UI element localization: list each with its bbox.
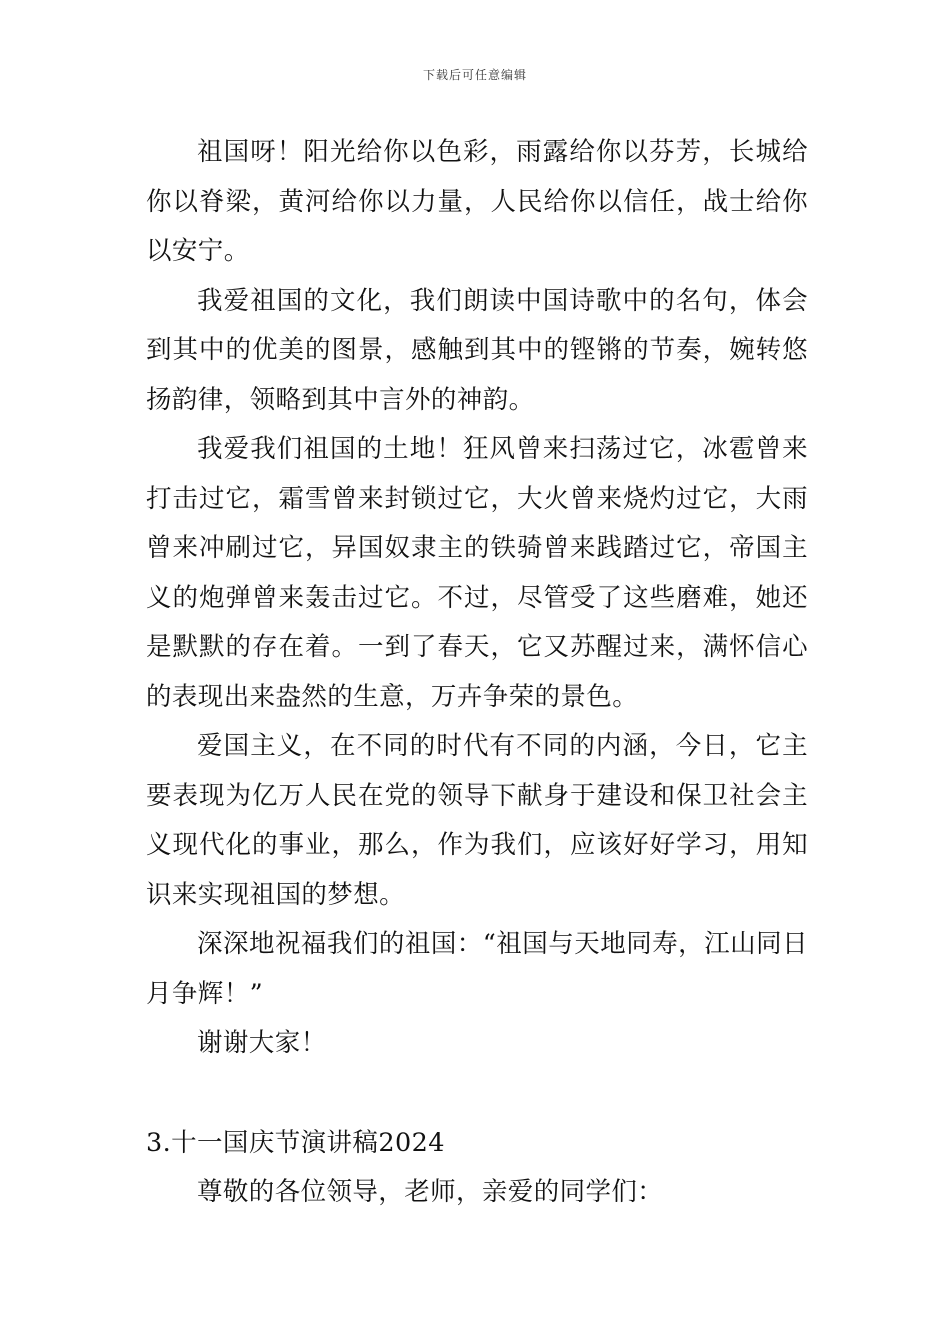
- section-greeting: 尊敬的各位领导，老师，亲爱的同学们：: [197, 1177, 664, 1207]
- section-heading: 3.十一国庆节演讲稿2024: [146, 1127, 445, 1158]
- paragraph-patriotism: 爱国主义，在不同的时代有不同的内涵，今日，它主要表现为亿万人民在党的领导下献身于建设和保卫社会主义现代化的事业，那么，作为我们，应该好好学习，用知识来实现祖国的梦想。: [146, 731, 808, 910]
- document-body: [146, 128, 808, 1218]
- paragraph-land: 我爱我们祖国的土地！狂风曾来扫荡过它，冰雹曾来打击过它，霜雪曾来封锁过它，大火曾来烧灼过它，大雨曾来冲刷过它，异国奴隶主的铁骑曾来践踏过它，帝国主义的炮弹曾来轰击过它。不过，尽管受了这些磨难，她还是默默的存在着。一到了春天，它又苏醒过来，满怀信心的表现出来盎然的生意，万卉争荣的景色。: [146, 434, 808, 712]
- page-header: 下载后可任意编辑: [422, 68, 527, 82]
- paragraph-thanks: 谢谢大家！: [197, 1028, 327, 1058]
- section-spacer: [146, 1069, 808, 1119]
- paragraph-culture: 我爱祖国的文化，我们朗读中国诗歌中的名句，体会到其中的优美的图景，感触到其中的铿锵的节奏，婉转悠扬韵律，领略到其中言外的神韵。: [146, 285, 808, 415]
- paragraph-blessing: 深深地祝福我们的祖国：“祖国与天地同寿，江山同日月争辉！”: [146, 929, 808, 1009]
- paragraph-motherland-gifts: 祖国呀！阳光给你以色彩，雨露给你以芬芳，长城给你以脊梁，黄河给你以力量，人民给你以信任，战士给你以安宁。: [146, 137, 808, 266]
